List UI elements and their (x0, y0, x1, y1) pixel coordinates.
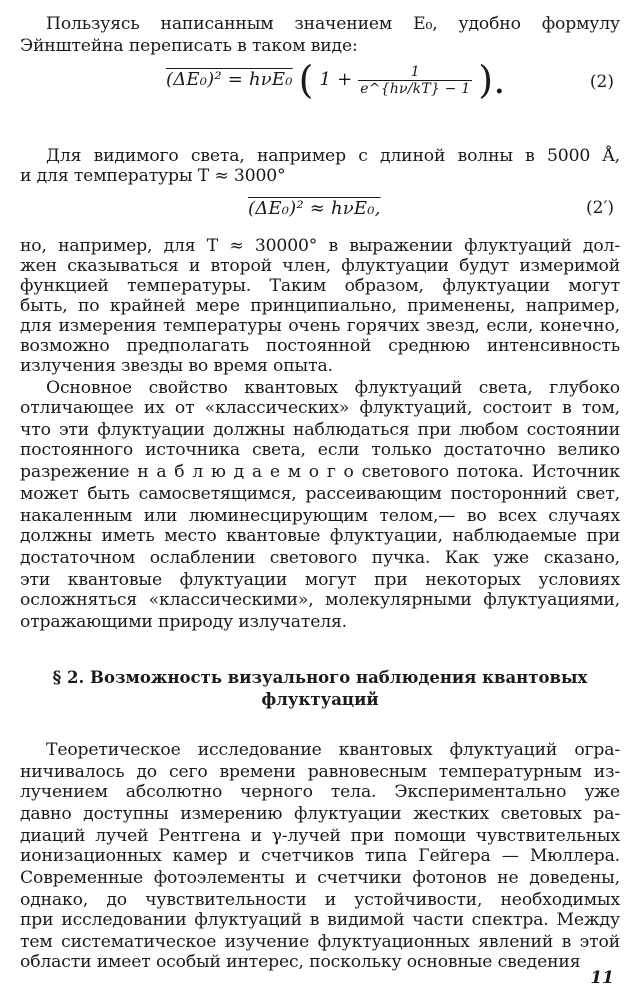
text-line: быть, по крайней мере принципиально, применены, например, (20, 296, 620, 316)
text-line: излучения звезды во время опыта. (20, 356, 333, 376)
text-line: области имеет особый интерес, поскольку основные сведения (20, 952, 581, 972)
text-line: Для видимого света, например с длиной волны в 5000 Å, (46, 146, 620, 166)
text-line: ионизационных камер и счетчиков типа Гейгера — Мюллера. (20, 846, 620, 866)
text-line: однако, до чувствительности и устойчивости, необходимых (20, 890, 620, 910)
equation-number: (2′) (586, 198, 614, 218)
text-line: что эти флуктуации должны наблюдаться при любом состоянии (20, 420, 620, 440)
text-line: для измерения температуры очень горячих звезд, если, конечно, (20, 316, 620, 336)
text-line: Основное свойство квантовых флуктуаций света, глубоко (46, 378, 620, 398)
text-line: накаленным или люминесцирующим телом,— во всех случаях (20, 506, 620, 526)
text-line: Теоретическое исследование квантовых флуктуаций огра- (46, 740, 620, 760)
text-line: и для температуры T ≈ 3000° (20, 166, 286, 186)
text-line: тем систематическое изучение флуктуационных явлений в этой (20, 932, 620, 952)
text-line: может быть самосветящимся, рассеивающим посторонний свет, (20, 484, 620, 504)
text-line: Пользуясь написанным значением E₀, удобно формулу (46, 14, 620, 34)
text-line: лучением абсолютно черного тела. Экспериментально уже (20, 782, 620, 802)
fraction-numerator: 1 (358, 64, 472, 81)
equation-2 (166, 58, 506, 102)
text-line: должны иметь место квантовые флуктуации, наблюдаемые при (20, 526, 620, 546)
equation-2-fraction (358, 64, 472, 97)
fraction-denominator: e^{hν/kT} − 1 (360, 80, 471, 97)
text-line: Эйнштейна переписать в таком виде: (20, 36, 358, 56)
text-line: но, например, для T ≈ 30000° в выражении флуктуаций дол- (20, 236, 620, 256)
text-line: давно доступны измерению флуктуации жестких световых ра- (20, 804, 620, 824)
text-line: Современные фотоэлементы и счетчики фотонов не доведены, (20, 868, 620, 888)
equation-2-close: ). (478, 58, 506, 102)
text-line: отражающими природу излучателя. (20, 612, 347, 632)
equation-2-prime (248, 198, 381, 219)
section-heading: § 2. Возможность визуального наблюдения квантовых (52, 668, 588, 687)
equation-2-lhs: (ΔE₀)² = hνE₀ (166, 69, 293, 90)
text-line: диаций лучей Рентгена и γ-лучей при помощи чувствительных (20, 826, 620, 846)
page-number: 11 (590, 968, 614, 988)
section-heading-cont: флуктуаций (261, 690, 379, 709)
text-line: эти квантовые флуктуации могут при некоторых условиях (20, 570, 620, 590)
text-line: при исследовании флуктуаций в видимой части спектра. Между (20, 910, 620, 930)
text-line: осложняться «классическими», молекулярными флуктуациями, (20, 590, 620, 610)
equation-2-prime-text: (ΔE₀)² ≈ hνE₀, (248, 198, 381, 219)
text-line: возможно предполагать постоянной среднюю интенсивность (20, 336, 620, 356)
text-line: отличающее их от «классических» флуктуаций, состоит в том, (20, 398, 620, 418)
text-line: ничивалось до сего времени равновесным температурным из- (20, 762, 620, 782)
text-line: функцией температуры. Таким образом, флуктуации могут (20, 276, 620, 296)
text-line: жен сказываться и второй член, флуктуации будут измеримой (20, 256, 620, 276)
text-line: постоянного источника света, если только достаточно велико (20, 440, 620, 460)
text-line: разрежение н а б л ю д а е м о г о светового потока. Источник (20, 462, 620, 482)
equation-2-open: ( (298, 58, 314, 102)
equation-number: (2) (589, 72, 614, 92)
equation-2-one-plus: 1 + (319, 69, 353, 90)
text-line: достаточном ослаблении светового пучка. Как уже сказано, (20, 548, 620, 568)
